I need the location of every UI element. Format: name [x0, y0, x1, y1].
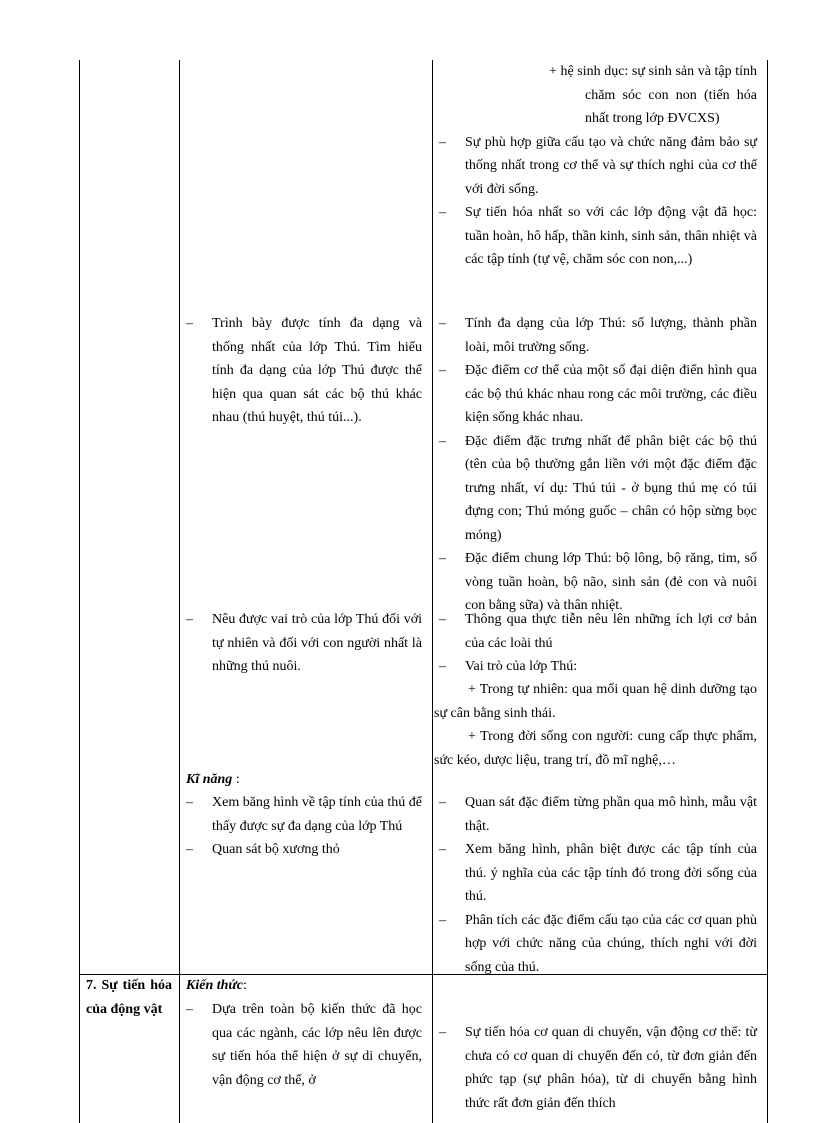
- list-item: [439, 1021, 757, 1115]
- item-text: Quan sát bộ xương thỏ: [212, 842, 340, 857]
- dash-bullet: –: [439, 433, 446, 449]
- item-text: Sự tiến hóa cơ quan di chuyển, vận động cơ thể: từ chưa có cơ quan di chuyển đến có, từ đơn giản đến phức tạp (sự phân hóa), từ di chuyển bằng hình thức rất đơn giản đến thích: [465, 1025, 757, 1111]
- dash-bullet: –: [439, 316, 446, 331]
- role-nature-text: + Trong tự nhiên: qua mối quan hệ dinh dưỡng tạo sự cân bằng sinh thái.: [434, 682, 757, 721]
- item-text: Nêu được vai trò của lớp Thú đối với tự nhiên và đối với con người nhất là những thú nuôi.: [212, 612, 422, 674]
- item-text: Thông qua thực tiễn nêu lên những ích lợi cơ bản của các loài thú: [465, 612, 757, 651]
- list-item: [439, 608, 757, 655]
- dash-bullet: –: [439, 659, 446, 674]
- section7-knowledge-heading: [186, 974, 422, 998]
- list-item: [186, 312, 422, 430]
- dash-bullet: –: [439, 363, 446, 378]
- list-item: [186, 838, 422, 862]
- skills-requirement-cell: [186, 791, 422, 862]
- dash-bullet: –: [439, 551, 446, 566]
- list-item: [439, 838, 757, 909]
- item-text: Sự phù hợp giữa cấu tạo và chức năng đảm bảo sự thống nhất trong cơ thể và sự thích nghi của cơ thể với đời sống.: [465, 134, 757, 197]
- item-text: Sự tiến hóa nhất so với các lớp động vật đã học: tuần hoàn, hô hấp, thần kinh, sinh sản, thân nhiệt và các tập tính (tự vệ, chăm sóc con non,...): [465, 205, 757, 267]
- reproductive-system-subitem: + hệ sinh dục: sự sinh sản và tập tính chăm sóc con non (tiến hóa nhất trong lớp ĐVCXS): [549, 64, 757, 126]
- list-item: [439, 201, 757, 272]
- upper-guidance-cell: [439, 60, 757, 272]
- skills-heading-colon: :: [235, 772, 240, 787]
- skills-heading-text: Kĩ năng: [186, 772, 233, 787]
- item-text: Xem băng hình về tập tính của thú để thấy được sự đa dạng của lớp Thú: [212, 795, 422, 834]
- knowledge-heading-colon: :: [243, 978, 247, 993]
- knowledge-heading-text: Kiến thức: [186, 978, 244, 993]
- item-text: Tính đa dạng của lớp Thú: số lượng, thành phần loài, môi trường sống.: [465, 316, 757, 355]
- role-requirement-cell: [186, 608, 422, 679]
- dash-bullet: –: [186, 612, 193, 627]
- dash-bullet: –: [186, 842, 193, 857]
- item-text: Trình bày được tính đa dạng và thống nhất của lớp Thú. Tìm hiểu tính đa dạng của lớp Thú được thể hiện qua quan sát các bộ thú khác nhau (thú huyệt, thú túi...).: [212, 316, 422, 425]
- list-item: [439, 312, 757, 359]
- table-border-right: [767, 60, 768, 1123]
- skills-guidance-cell: [439, 791, 757, 979]
- list-item: [186, 998, 422, 1092]
- diversity-guidance-cell: [439, 312, 757, 618]
- dash-bullet: –: [439, 1025, 446, 1040]
- dash-bullet: –: [439, 795, 446, 810]
- table-border-left: [79, 60, 80, 1123]
- dash-bullet: –: [186, 1002, 193, 1017]
- item-text: Đặc điểm đặc trưng nhất để phân biệt các bộ thú (tên của bộ thường gắn liền với một đặc điểm đặc trưng nhất, ví dụ: Thú túi - ở bụng thú mẹ có túi đựng con; Thú móng guốc – chân có hộp sừng bọc móng): [465, 433, 757, 543]
- dash-bullet: –: [439, 134, 446, 150]
- section7-requirement-cell: [186, 998, 422, 1092]
- column-divider-1: [179, 60, 180, 1123]
- item-text: Dựa trên toàn bộ kiến thức đã học qua các ngành, các lớp nêu lên được sự tiến hóa thể hiện ở sự di chuyển, vận động cơ thể, ở: [212, 1002, 422, 1088]
- section7-topic: 7. Sự tiến hóa của động vật: [86, 978, 172, 1017]
- diversity-requirement-cell: [186, 312, 422, 430]
- item-text: Xem băng hình, phân biệt được các tập tính của thú. ý nghĩa của các tập tính đó trong đời sống của thú.: [465, 842, 757, 904]
- role-human-text: + Trong đời sống con người: cung cấp thực phẩm, sức kéo, dược liệu, trang trí, đồ mĩ nghệ,…: [434, 729, 757, 768]
- dash-bullet: –: [186, 316, 193, 331]
- list-item: [439, 547, 757, 618]
- role-guidance-cell: [439, 608, 757, 679]
- dash-bullet: –: [186, 795, 193, 810]
- item-text: Đặc điểm chung lớp Thú: bộ lông, bộ răng, tim, số vòng tuần hoàn, bộ não, sinh sản (đẻ con và nuôi con bằng sữa) và thân nhiệt.: [465, 551, 757, 613]
- list-item: [439, 791, 757, 838]
- column-divider-2: [432, 60, 433, 1123]
- list-item: [439, 655, 757, 679]
- list-item: [439, 909, 757, 980]
- item-text: Phân tích các đặc điểm cấu tạo của các cơ quan phù hợp với chức năng của chúng, thích nghi với đời sống của thú.: [465, 912, 757, 975]
- list-item: [439, 131, 757, 202]
- dash-bullet: –: [439, 612, 446, 627]
- item-text: Vai trò của lớp Thú:: [465, 659, 578, 674]
- section7-guidance-cell: [439, 1021, 757, 1115]
- dash-bullet: –: [439, 842, 446, 857]
- item-text: Đặc điểm cơ thể của một số đại diện điển hình qua các bộ thú khác nhau rong các môi trường, các điều kiện sống khác nhau.: [465, 363, 757, 425]
- dash-bullet: –: [439, 912, 446, 928]
- list-item: [439, 359, 757, 430]
- list-item: [439, 430, 757, 548]
- item-text: Quan sát đặc điểm từng phần qua mô hình, mẫu vật thật.: [465, 795, 757, 834]
- list-item: [186, 608, 422, 679]
- list-item: [186, 791, 422, 838]
- dash-bullet: –: [439, 205, 446, 220]
- skills-heading: [186, 768, 422, 792]
